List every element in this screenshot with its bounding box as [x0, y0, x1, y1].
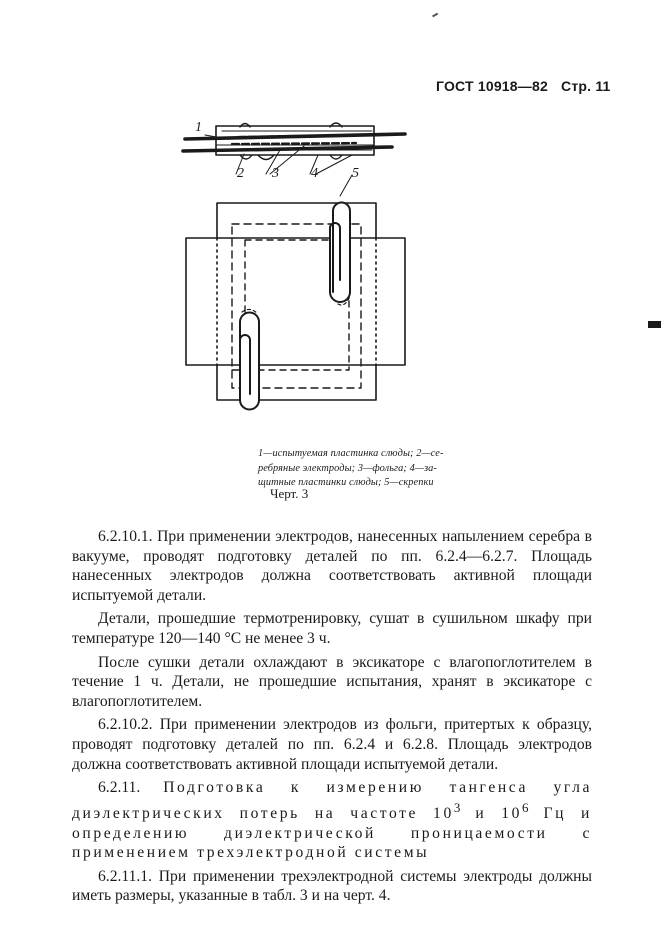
callout-3: 3: [272, 166, 279, 181]
paper-clip-upper: [330, 203, 350, 303]
section-heading-c: Гц и определению диэлектрической проницаемости с применением трехэлектродной системы: [72, 804, 592, 862]
plan-view: [186, 203, 405, 410]
silver-electrode-lower: [232, 143, 356, 144]
callout-4: 4: [311, 166, 318, 181]
page-number: Стр. 11: [561, 78, 611, 94]
clause-number: 6.2.11.: [98, 779, 141, 797]
callout-2: 2: [237, 166, 244, 181]
paper-clip-lower: [240, 313, 259, 410]
exponent: 6: [522, 799, 529, 815]
caption-line: щитные пластинки слюды; 5—скрепки: [258, 477, 434, 488]
paragraph-drying: Детали, прошедшие термотренировку, сушат в сушильном шкафу при температуре 120—140 °С не менее 3 ч.: [72, 610, 592, 647]
paragraph-6-2-11: [72, 778, 592, 863]
document-body: [72, 527, 592, 906]
section-heading-a: Подготовка к измерению тангенса угла диэлектрических потерь на частоте 10: [72, 779, 592, 822]
exponent: 3: [453, 799, 461, 815]
caption-line: ребряные электроды; 3—фольга; 4—за-: [258, 462, 437, 474]
test-mica-plate: [186, 238, 405, 365]
paragraph-6-2-10-1: 6.2.10.1. При применении электродов, нанесенных напылением серебра в вакууме, проводят подготовку деталей по пп. 6.2.4—6.2.7. Площадь нанесенных электродов должна соответствовать активной площади испытуемой детали.: [72, 528, 592, 604]
paragraph-cooling: После сушки детали охлаждают в эксикаторе с влагопоглотителем в течение 1 ч. Детали, не прошедшие испытания, хранят в эксикаторе с влагопоглотителем.: [72, 653, 592, 710]
figure-caption: [258, 447, 458, 491]
caption-line: 1—испытуемая пластинка слюды; 2—се-: [258, 448, 444, 459]
callout-1: 1: [195, 120, 202, 135]
cross-section-view: [183, 120, 405, 196]
callout-5: 5: [352, 166, 359, 181]
leader-5: [340, 175, 352, 196]
paragraph-6-2-11-1: 6.2.11.1. При применении трехэлектродной системы электроды должны иметь размеры, указанные в табл. 3 и на черт. 4.: [72, 867, 592, 905]
section-heading-b: и 10: [460, 804, 523, 822]
paragraph-6-2-10-2: 6.2.10.2. При применении электродов из фольги, притертых к образцу, проводят подготовку деталей по пп. 6.2.4 и 6.2.8. Площадь электродов должна соответствовать активной площади испытуемой детали.: [72, 716, 592, 773]
figure-label: Черт. 3: [270, 486, 309, 501]
standard-number: ГОСТ 10918—82: [436, 78, 548, 94]
